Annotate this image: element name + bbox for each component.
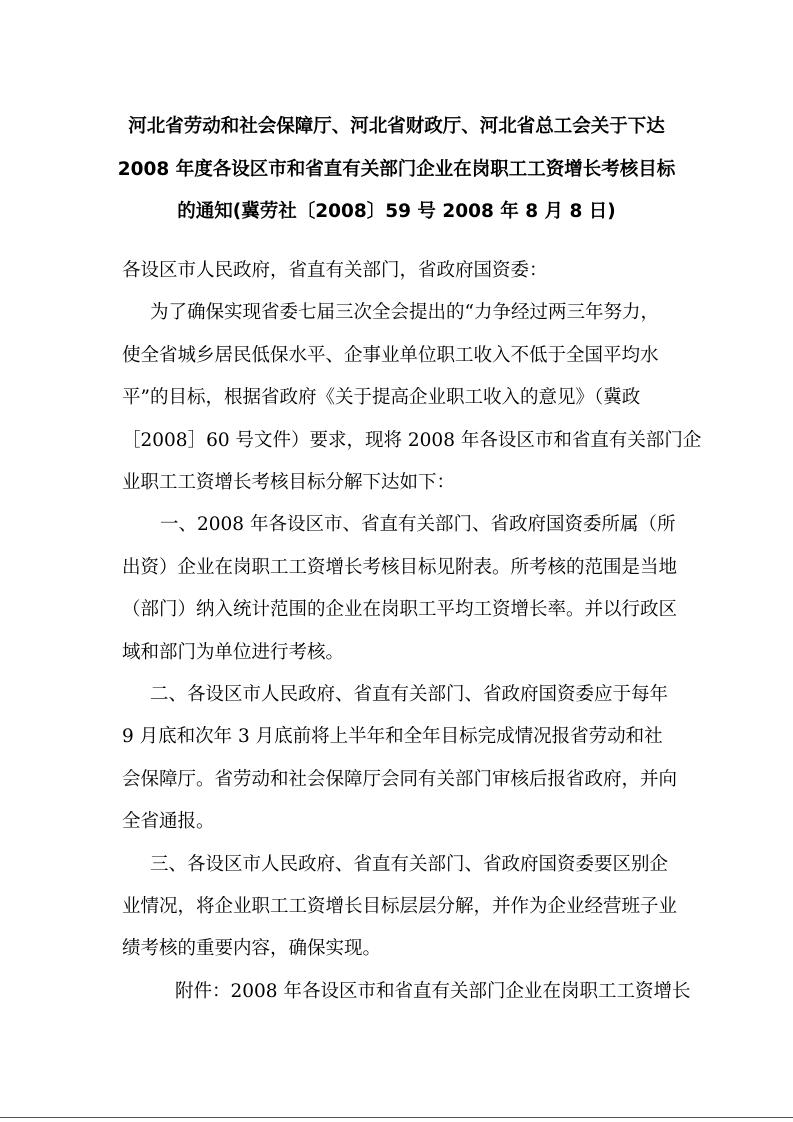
item-2-line-4: 全省通报。 [122,811,215,832]
item-2-line-1: 二、各设区市人民政府、省直有关部门、省政府国资委应于每年 [150,684,669,705]
item-3-line-2: 业情况，将企业职工工资增长目标层层分解，并作为企业经营班子业 [122,896,678,917]
item-1-line-1: 一、2008 年各设区市、省直有关部门、省政府国资委所属（所 [160,514,676,535]
page-bottom-divider [0,1117,793,1118]
intro-line-1: 为了确保实现省委七届三次全会提出的“力争经过两三年努力， [150,302,659,323]
item-3-line-1: 三、各设区市人民政府、省直有关部门、省政府国资委要区别企 [150,854,669,875]
intro-line-2: 使全省城乡居民低保水平、企事业单位职工收入不低于全国平均水 [122,345,659,366]
attachment-line: 附件：2008 年各设区市和省直有关部门企业在岗职工工资增长 [175,981,691,1002]
intro-line-5: 业职工工资增长考核目标分解下达如下： [122,472,456,493]
item-1-line-2: 出资）企业在岗职工工资增长考核目标见附表。所考核的范围是当地 [122,557,678,578]
item-2-line-3: 会保障厅。省劳动和社会保障厅会同有关部门审核后报省政府，并向 [122,769,678,790]
item-1-line-3: （部门）纳入统计范围的企业在岗职工平均工资增长率。并以行政区 [122,599,678,620]
document-title-line-1: 河北省劳动和社会保障厅、河北省财政厅、河北省总工会关于下达 [128,116,665,137]
intro-line-3: 平”的目标，根据省政府《关于提高企业职工收入的意见》（冀政 [122,387,641,408]
item-2-line-2: 9 月底和次年 3 月底前将上半年和全年目标完成情况报省劳动和社 [122,726,663,747]
intro-line-4: ［2008］60 号文件）要求，现将 2008 年各设区市和省直有关部门企 [122,430,702,451]
document-title-line-3: 的通知(冀劳社〔2008〕59 号 2008 年 8 月 8 日) [177,201,616,222]
salutation: 各设区市人民政府，省直有关部门，省政府国资委： [122,260,548,281]
item-3-line-3: 绩考核的重要内容，确保实现。 [122,938,382,959]
item-1-line-4: 域和部门为单位进行考核。 [122,642,345,663]
document-title-line-2: 2008 年度各设区市和省直有关部门企业在岗职工工资增长考核目标 [117,159,676,180]
